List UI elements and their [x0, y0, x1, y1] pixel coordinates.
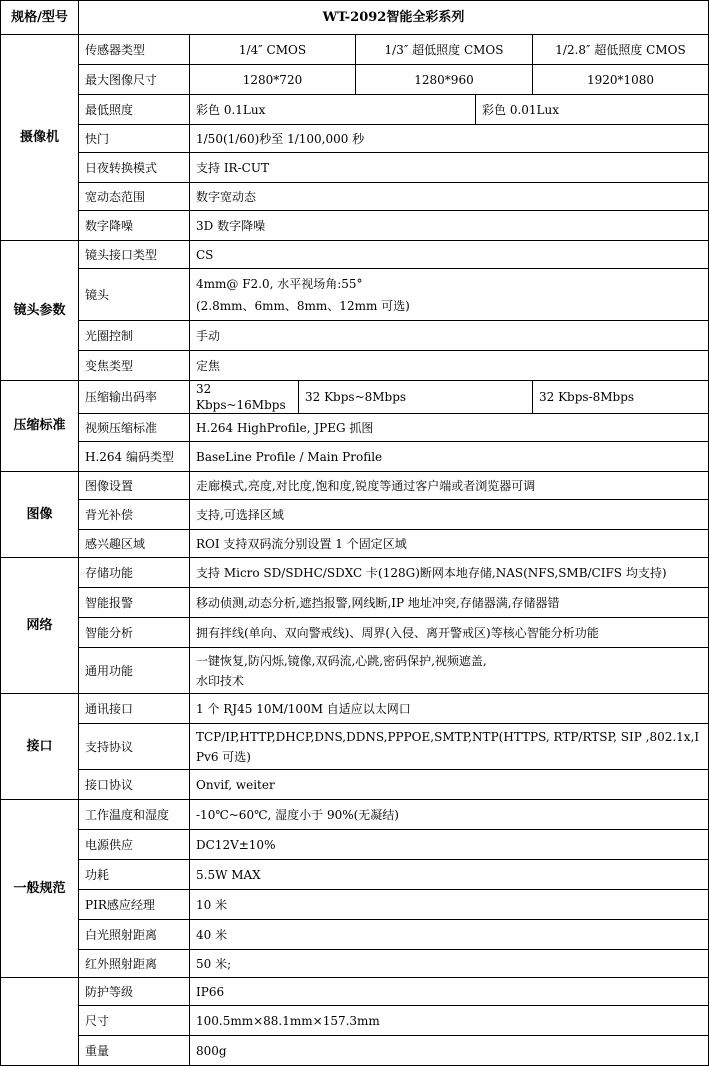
- group-compress: 压缩标准: [1, 381, 79, 472]
- video-std-value: H.264 HighProfile, JPEG 抓图: [190, 414, 709, 442]
- table-row: [1, 724, 709, 770]
- group-general: 一般规范: [1, 800, 79, 978]
- row-label-analysis: 智能分析: [79, 618, 190, 648]
- alarm-value: 移动侦测,动态分析,遮挡报警,网线断,IP 地址冲突,存储器满,存储器错: [190, 588, 709, 618]
- row-label-size: 尺寸: [79, 1006, 190, 1036]
- table-row: [1, 153, 709, 183]
- h264-type-value: BaseLine Profile / Main Profile: [190, 442, 709, 472]
- table-row: [1, 269, 709, 321]
- comm-port-value: 1 个 RJ45 10M/100M 自适应以太网口: [190, 694, 709, 724]
- group-interface: 接口: [1, 694, 79, 800]
- row-label-iris: 光圈控制: [79, 321, 190, 351]
- table-row: [1, 500, 709, 530]
- pir-value: 10 米: [190, 890, 709, 920]
- row-label-consumption: 功耗: [79, 860, 190, 890]
- analysis-value: 拥有拌线(单向、双向警戒线)、周界(入侵、离开警戒区)等核心智能分析功能: [190, 618, 709, 648]
- row-label-max-res: 最大图像尺寸: [79, 65, 190, 95]
- lens-mount-value: CS: [190, 241, 709, 269]
- row-label-img-settings: 图像设置: [79, 472, 190, 500]
- row-label-power: 电源供应: [79, 830, 190, 860]
- max-res-value-2: 1280*960: [356, 65, 533, 95]
- protocols-value: TCP/IP,HTTP,DHCP,DNS,DDNS,PPPOE,SMTP,NTP(HTTPS, RTP/RTSP, SIP ,802.1x,IPv6 可选): [190, 724, 709, 770]
- img-settings-value: 走廊模式,亮度,对比度,饱和度,锐度等通过客户端或者浏览器可调: [190, 472, 709, 500]
- table-row: [1, 351, 709, 381]
- wdr-value: 数字宽动态: [190, 183, 709, 211]
- row-label-sensor: 传感器类型: [79, 35, 190, 65]
- size-value: 100.5mm×88.1mm×157.3mm: [190, 1006, 709, 1036]
- group-camera: 摄像机: [1, 35, 79, 241]
- table-row: [1, 770, 709, 800]
- iris-value: 手动: [190, 321, 709, 351]
- table-row: [1, 978, 709, 1006]
- table-row: [1, 588, 709, 618]
- table-row: [1, 321, 709, 351]
- table-row: [1, 1006, 709, 1036]
- table-row: [1, 65, 709, 95]
- bitrate-value-3: 32 Kbps-8Mbps: [533, 381, 709, 414]
- row-label-general-func: 通用功能: [79, 648, 190, 694]
- bitrate-value-1: 32 Kbps~16Mbps: [190, 381, 299, 414]
- ip-rating-value: IP66: [190, 978, 709, 1006]
- bitrate-value-2: 32 Kbps~8Mbps: [299, 381, 533, 414]
- general-func-line-2: 水印技术: [196, 673, 245, 688]
- min-lux-value-1: 彩色 0.1Lux: [190, 95, 476, 125]
- storage-value: 支持 Micro SD/SDHC/SDXC 卡(128G)断网本地存储,NAS(NFS,SMB/CIFS 均支持): [190, 558, 709, 588]
- table-row: [1, 35, 709, 65]
- table-row: [1, 1036, 709, 1066]
- lens-value-line-1: 4mm@ F2.0, 水平视场角:55°: [196, 276, 363, 291]
- row-label-roi: 感兴趣区域: [79, 530, 190, 558]
- group-physical: [1, 978, 79, 1066]
- temp-value: -10℃~60℃, 湿度小于 90%(无凝结): [190, 800, 709, 830]
- row-label-ip-rating: 防护等级: [79, 978, 190, 1006]
- zoom-value: 定焦: [190, 351, 709, 381]
- consumption-value: 5.5W MAX: [190, 860, 709, 890]
- min-lux-value-2: 彩色 0.01Lux: [476, 95, 709, 125]
- shutter-value: 1/50(1/60)秒至 1/100,000 秒: [190, 125, 709, 153]
- table-row: [1, 618, 709, 648]
- header-model-label: 规格/型号: [1, 1, 79, 35]
- table-row: [1, 414, 709, 442]
- day-night-value: 支持 IR-CUT: [190, 153, 709, 183]
- table-row: [1, 125, 709, 153]
- row-label-wdr: 宽动态范围: [79, 183, 190, 211]
- row-label-protocols: 支持协议: [79, 724, 190, 770]
- row-label-min-lux: 最低照度: [79, 95, 190, 125]
- table-row: [1, 472, 709, 500]
- row-label-pir: PIR感应经理: [79, 890, 190, 920]
- table-row: [1, 183, 709, 211]
- group-network: 网络: [1, 558, 79, 694]
- row-label-zoom: 变焦类型: [79, 351, 190, 381]
- row-label-bitrate: 压缩输出码率: [79, 381, 190, 414]
- row-label-white-light: 白光照射距离: [79, 920, 190, 950]
- row-label-alarm: 智能报警: [79, 588, 190, 618]
- row-label-shutter: 快门: [79, 125, 190, 153]
- row-label-lens-mount: 镜头接口类型: [79, 241, 190, 269]
- sensor-value-3: 1/2.8″ 超低照度 CMOS: [533, 35, 709, 65]
- row-label-video-std: 视频压缩标准: [79, 414, 190, 442]
- lens-value: [190, 269, 709, 321]
- weight-value: 800g: [190, 1036, 709, 1066]
- max-res-value-3: 1920*1080: [533, 65, 709, 95]
- power-value: DC12V±10%: [190, 830, 709, 860]
- table-row: [1, 95, 709, 125]
- row-label-h264-type: H.264 编码类型: [79, 442, 190, 472]
- table-row: [1, 381, 709, 414]
- table-row: [1, 800, 709, 830]
- dnr-value: 3D 数字降噪: [190, 211, 709, 241]
- table-row: [1, 830, 709, 860]
- table-row: [1, 648, 709, 694]
- row-label-iface-proto: 接口协议: [79, 770, 190, 800]
- group-lens: 镜头参数: [1, 241, 79, 381]
- table-row: [1, 950, 709, 978]
- table-row: [1, 558, 709, 588]
- sensor-value-2: 1/3″ 超低照度 CMOS: [356, 35, 533, 65]
- row-label-dnr: 数字降噪: [79, 211, 190, 241]
- group-image: 图像: [1, 472, 79, 558]
- iface-proto-value: Onvif, weiter: [190, 770, 709, 800]
- sensor-value-1: 1/4″ CMOS: [190, 35, 356, 65]
- row-label-blc: 背光补偿: [79, 500, 190, 530]
- max-res-value-1: 1280*720: [190, 65, 356, 95]
- table-row: [1, 211, 709, 241]
- row-label-comm-port: 通讯接口: [79, 694, 190, 724]
- row-label-weight: 重量: [79, 1036, 190, 1066]
- row-label-storage: 存储功能: [79, 558, 190, 588]
- general-func-value: [190, 648, 709, 694]
- table-row: [1, 920, 709, 950]
- table-row: [1, 890, 709, 920]
- row-label-ir: 红外照射距离: [79, 950, 190, 978]
- lens-value-line-2: (2.8mm、6mm、8mm、12mm 可选): [196, 298, 410, 313]
- header-series-title: WT-2092智能全彩系列: [79, 1, 709, 35]
- white-light-value: 40 米: [190, 920, 709, 950]
- row-label-lens: 镜头: [79, 269, 190, 321]
- blc-value: 支持,可选择区域: [190, 500, 709, 530]
- row-label-day-night: 日夜转换模式: [79, 153, 190, 183]
- roi-value: ROI 支持双码流分别设置 1 个固定区域: [190, 530, 709, 558]
- table-row: [1, 442, 709, 472]
- table-row: [1, 530, 709, 558]
- table-row: [1, 694, 709, 724]
- row-label-temp: 工作温度和湿度: [79, 800, 190, 830]
- general-func-line-1: 一键恢复,防闪烁,镜像,双码流,心跳,密码保护,视频遮盖,: [196, 653, 487, 668]
- table-row: [1, 860, 709, 890]
- table-row: [1, 241, 709, 269]
- ir-value: 50 米;: [190, 950, 709, 978]
